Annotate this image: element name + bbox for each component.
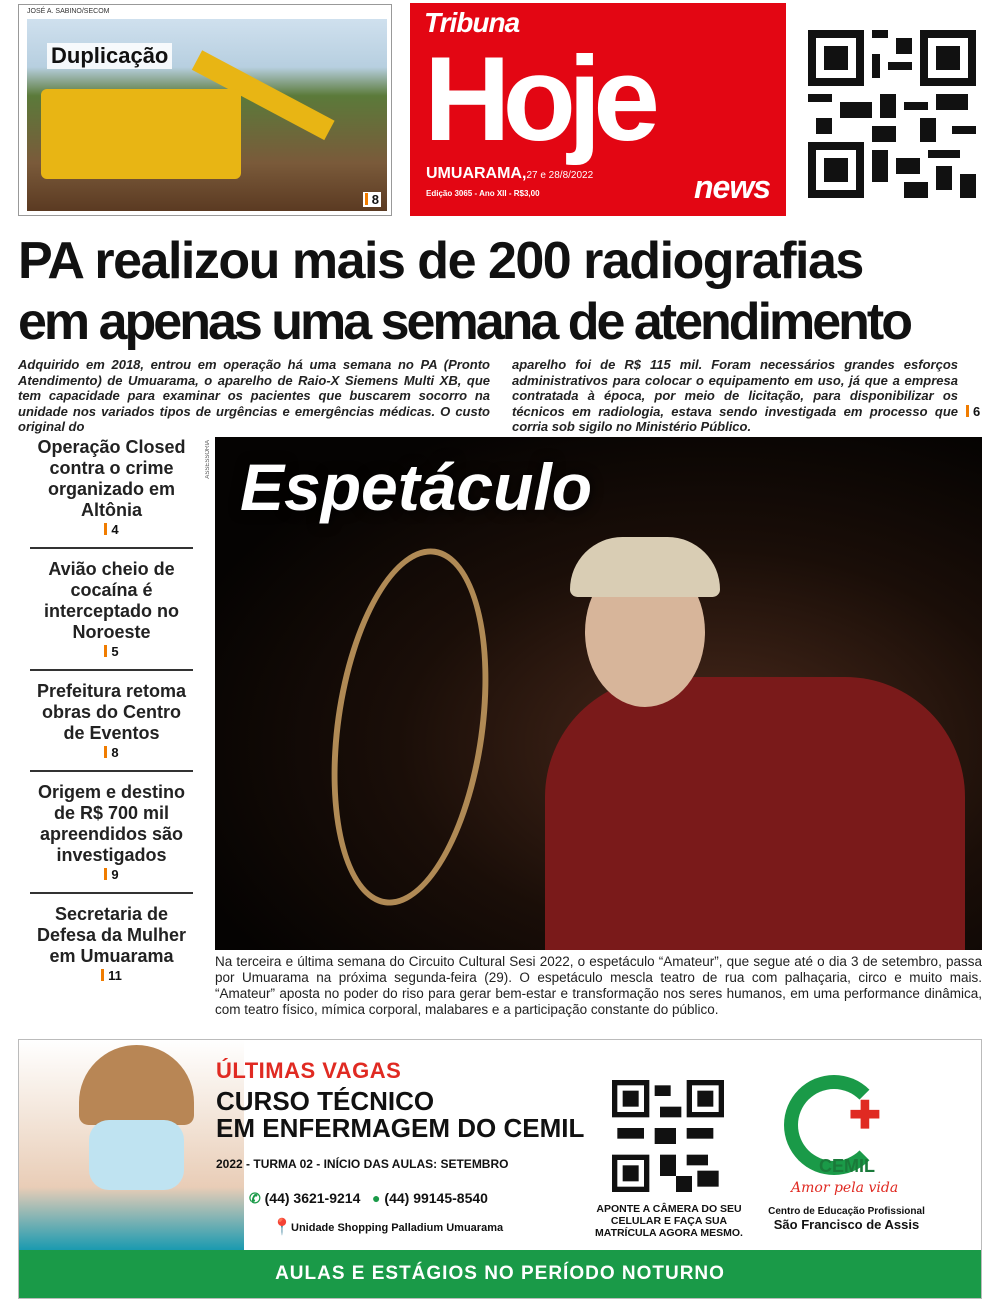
page-ref: 9 <box>104 867 118 882</box>
page-ref: 11 <box>101 968 122 983</box>
photo-title: Duplicação <box>47 43 172 69</box>
brand-main: Hoje <box>424 32 653 166</box>
sidebar-item[interactable] <box>30 780 193 894</box>
performer-shirt <box>545 677 965 950</box>
photo-credit: JOSÉ A. SABINO/SECOM <box>27 8 110 15</box>
top-photo-box[interactable] <box>18 4 392 216</box>
ad-turma: 2022 - TURMA 02 - INÍCIO DAS AULAS: SETEMBRO <box>216 1157 509 1171</box>
ad-title-1: CURSO TÉCNICO <box>216 1086 435 1116</box>
nurse-hair <box>79 1045 194 1125</box>
sidebar-item[interactable] <box>30 435 193 549</box>
city: UMUARAMA <box>426 165 522 182</box>
ad-footer-bar: AULAS E ESTÁGIOS NO PERÍODO NOTURNO <box>19 1250 981 1298</box>
excavator-body <box>41 89 241 179</box>
excavator-photo <box>27 19 387 211</box>
page-ref: 4 <box>104 522 118 537</box>
sidebar-item[interactable] <box>30 902 193 993</box>
location-pin-icon: 📍 <box>272 1219 292 1236</box>
institution <box>764 1205 929 1231</box>
whatsapp-icon: ● <box>372 1190 381 1206</box>
institution-name: São Francisco de Assis <box>773 1217 920 1232</box>
headline-line-1[interactable]: PA realizou mais de 200 radiografias <box>18 232 863 290</box>
cemil-advertisement[interactable] <box>18 1039 982 1299</box>
brand-top: Tribuna <box>424 7 520 38</box>
brand-sub: news <box>693 169 770 205</box>
date: 27 e 28/8/2022 <box>526 170 594 181</box>
ad-kicker: ÚLTIMAS VAGAS <box>216 1058 402 1083</box>
performer-cap <box>570 537 720 597</box>
hoop <box>311 538 510 915</box>
lead-column-1: Adquirido em 2018, entrou em operação há uma semana no PA (Pronto Atendimento) de Umuarama, o aparelho de Raio-X Siemens Multi XB, que tem capacidade para examinar os pacientes que buscarem socorro na unidade nos variados tipos de urgências e emergências médicas. O custo original do <box>18 357 490 434</box>
nurse-mask <box>89 1120 184 1190</box>
item-title: Secretaria de Defesa da Mulher em Umuarama <box>36 904 187 966</box>
feature-title: Espetáculo <box>240 450 593 524</box>
phone-icon: ✆ <box>249 1190 261 1206</box>
item-title: Origem e destino de R$ 700 mil apreendidos são investigados <box>37 782 186 865</box>
ad-phones <box>249 1190 488 1207</box>
page-ref: 8 <box>104 745 118 760</box>
sidebar-item[interactable] <box>30 557 193 671</box>
phone-2[interactable]: (44) 99145-8540 <box>384 1190 488 1206</box>
nurse-photo <box>19 1040 244 1250</box>
page-ref: 5 <box>104 644 118 659</box>
ad-qr-code-icon[interactable] <box>612 1080 724 1192</box>
institution-type: Centro de Educação Profissional <box>768 1206 925 1217</box>
lead-column-2: aparelho foi de R$ 115 mil. Foram necessários grandes esforços administrativos para colocar o equipamento em uso, já que a empresa contratada à época, por meio de licitação, para disponibilizar os técnicos em radiologia, estava sendo investigada em processo que corria sob sigilo no Ministério Público. <box>512 357 958 434</box>
logo-text: CEMIL <box>819 1156 875 1176</box>
item-title: Operação Closed contra o crime organizado em Altônia <box>37 437 186 520</box>
headline-line-2[interactable]: em apenas uma semana de atendimento <box>18 293 911 351</box>
ad-title <box>216 1088 584 1142</box>
slogan: Amor pela vida <box>791 1180 899 1196</box>
item-title: Avião cheio de cocaína é interceptado no Noroeste <box>43 559 179 642</box>
feature-photo[interactable] <box>215 437 982 950</box>
item-title: Prefeitura retoma obras do Centro de Eventos <box>36 681 187 743</box>
ad-title-2: EM ENFERMAGEM DO CEMIL <box>216 1113 585 1143</box>
sidebar-item[interactable] <box>30 679 193 772</box>
qr-code-icon[interactable] <box>808 30 976 198</box>
masthead <box>410 3 786 216</box>
feature-caption: Na terceira e última semana do Circuito Cultural Sesi 2022, o espetáculo “Amateur”, que segue até o dia 3 de setembro, passa por Umuarama na próxima segunda-feira (29). O espetáculo mescla teatro de rua com palhaçaria, circo e muito mais. “Amateur” aposta no poder do riso para gerar bem-estar e transformação nos seres humanos, em uma performance dinâmica, com teatro físico, mímica corporal, malabares e a participação constante do público. <box>215 954 982 1017</box>
city-date: UMUARAMA,27 e 28/8/2022 <box>426 165 594 182</box>
edition: Edição 3065 - Ano XII - R$3,00 <box>426 189 540 198</box>
photo-credit: ASSESSORIA <box>205 440 211 479</box>
phone-1[interactable]: (44) 3621-9214 <box>264 1190 361 1206</box>
page-ref: 6 <box>966 404 980 419</box>
ad-unit: Unidade Shopping Palladium Umuarama <box>291 1222 504 1234</box>
red-cross-icon: ✚ <box>849 1095 881 1137</box>
page-ref: 8 <box>363 192 381 207</box>
sidebar-news <box>30 435 193 1001</box>
qr-instructions: APONTE A CÂMERA DO SEU CELULAR E FAÇA SUA MATRÍCULA AGORA MESMO. <box>595 1203 743 1239</box>
